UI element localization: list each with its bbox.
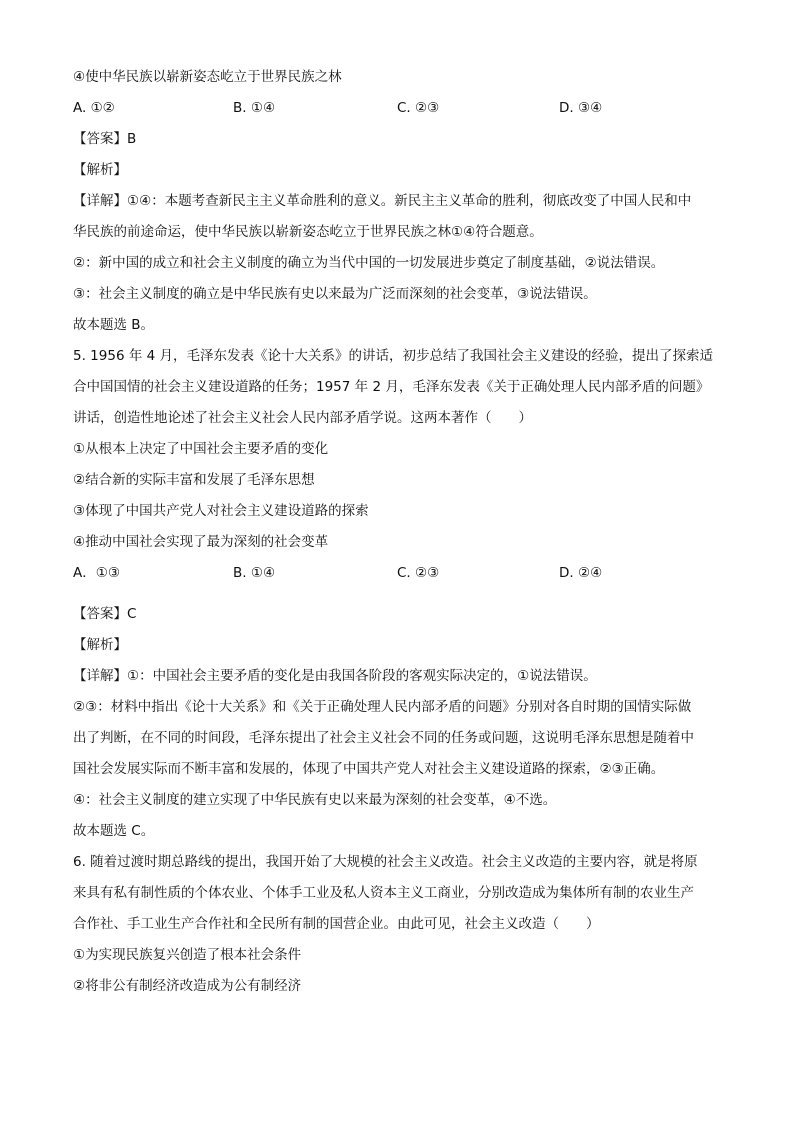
q4-detail-line-3: ②：新中国的成立和社会主义制度的确立为当代中国的一切发展进步奠定了制度基础，②说法错误。 <box>73 255 665 271</box>
q5-analysis-heading: 【解析】 <box>73 637 127 653</box>
q4-option-a: A. ①② <box>73 100 115 116</box>
q6-statement-1: ①为实现民族复兴创造了根本社会条件 <box>73 947 302 963</box>
q4-option-b: B. ①④ <box>233 100 276 116</box>
q5-stem-line-1: 5. 1956 年 4 月，毛泽东发表《论十大关系》的讲话，初步总结了我国社会主义建设的经验，提出了探索适 <box>73 348 713 364</box>
q5-stem-line-2: 合中国国情的社会主义建设道路的任务；1957 年 2 月，毛泽东发表《关于正确处理人民内部矛盾的问题》 <box>73 379 710 395</box>
q5-statement-2: ②结合新的实际丰富和发展了毛泽东思想 <box>73 472 315 488</box>
q6-stem-line-3: 合作社、手工业生产合作社和全民所有制的国营企业。由此可见，社会主义改造（ ） <box>73 916 600 932</box>
q5-conclusion: 故本题选 C。 <box>73 823 155 839</box>
q4-option-c: C. ②③ <box>397 100 440 116</box>
q5-detail-line-2: ②③：材料中指出《论十大关系》和《关于正确处理人民内部矛盾的问题》分别对各自时期的国情实际做 <box>73 699 692 715</box>
document-page <box>73 62 723 1002</box>
q5-option-a: A．①③ <box>73 565 120 581</box>
q4-detail-line-1: 【详解】①④：本题考查新民主主义革命胜利的意义。新民主主义革命的胜利，彻底改变了中国人民和中 <box>73 193 692 209</box>
q4-conclusion: 故本题选 B。 <box>73 317 155 333</box>
q6-stem-line-1: 6. 随着过渡时期总路线的提出，我国开始了大规模的社会主义改造。社会主义改造的主要内容，就是将原 <box>73 854 698 870</box>
spacer <box>73 589 723 599</box>
q5-statement-4: ④推动中国社会实现了最为深刻的社会变革 <box>73 534 329 550</box>
q5-options <box>73 558 723 589</box>
q4-detail-line-2: 华民族的前途命运，使中华民族以崭新姿态屹立于世界民族之林①④符合题意。 <box>73 224 543 240</box>
q4-analysis-heading: 【解析】 <box>73 162 127 178</box>
q6-statement-2: ②将非公有制经济改造成为公有制经济 <box>73 978 302 994</box>
q5-option-d: D. ②④ <box>559 565 603 581</box>
q5-statement-1: ①从根本上决定了中国社会主要矛盾的变化 <box>73 441 329 457</box>
q5-answer: 【答案】C <box>73 606 137 622</box>
q4-options <box>73 93 723 124</box>
q5-detail-line-3: 出了判断，在不同的时间段，毛泽东提出了社会主义社会不同的任务或问题，这说明毛泽东思想是随着中 <box>73 730 694 746</box>
q5-statement-3: ③体现了中国共产党人对社会主义建设道路的探索 <box>73 503 369 519</box>
q4-answer: 【答案】B <box>73 131 137 147</box>
q5-option-c: C. ②③ <box>397 565 440 581</box>
q5-stem-line-3: 讲话，创造性地论述了社会主义社会人民内部矛盾学说。这两本著作（ ） <box>73 410 532 426</box>
q6-stem-line-2: 来具有私有制性质的个体农业、个体手工业及私人资本主义工商业，分别改造成为集体所有制的农业生产 <box>73 885 694 901</box>
q4-statement-4: ④使中华民族以崭新姿态屹立于世界民族之林 <box>73 69 342 85</box>
q4-option-d: D. ③④ <box>559 100 603 116</box>
q5-detail-line-4: 国社会发展实际而不断丰富和发展的，体现了中国共产党人对社会主义建设道路的探索，②③正确。 <box>73 761 665 777</box>
q5-detail-line-1: 【详解】①：中国社会主要矛盾的变化是由我国各阶段的客观实际决定的，①说法错误。 <box>73 668 597 684</box>
q5-detail-line-5: ④：社会主义制度的建立实现了中华民族有史以来最为深刻的社会变革，④不选。 <box>73 792 557 808</box>
q4-detail-line-4: ③：社会主义制度的确立是中华民族有史以来最为广泛而深刻的社会变革，③说法错误。 <box>73 286 597 302</box>
q5-option-b: B. ①④ <box>233 565 276 581</box>
